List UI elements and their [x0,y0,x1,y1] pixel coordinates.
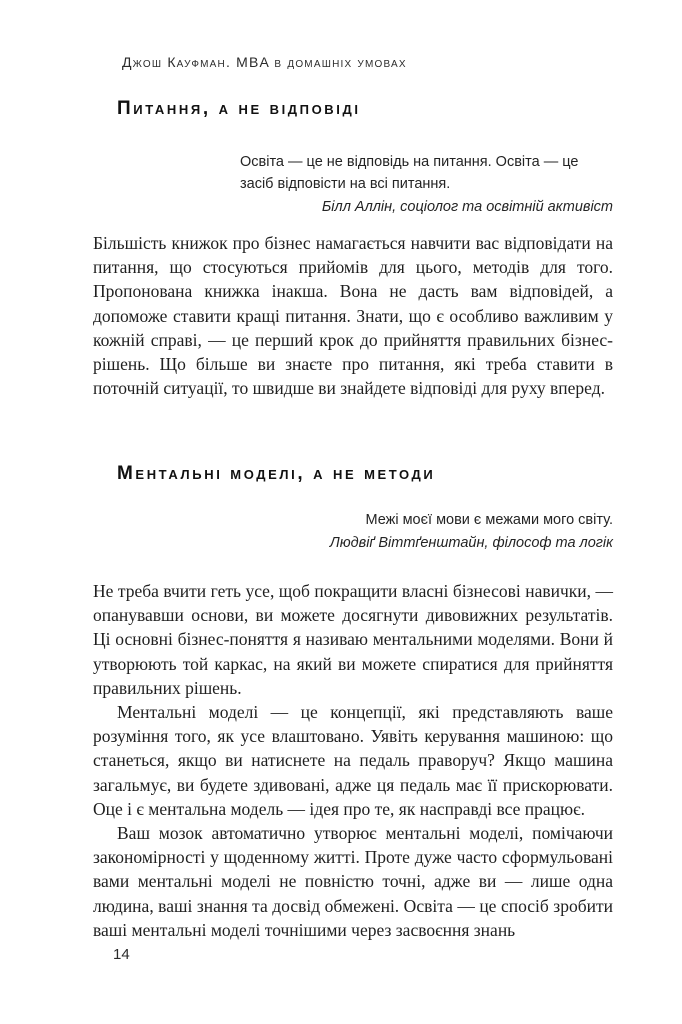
paragraph: Більшість книжок про бізнес намагається навчити вас відповідати на питання, що стосуються прийомів для цього, методів для того. Пропонована книжка інакша. Вона не дасть вам відповідей, а допоможе ставити кращі питання. Знати, що є особливо важливим у кожній справі, — це перший крок до прийняття правильних бізнес-рішень. Що більше ви знаєте про питання, які треба ставити в поточній ситуації, то швидше ви знайдете відповіді для руху вперед. [93,233,613,399]
body-text-mental-models [93,579,613,942]
paragraph: Ментальні моделі — це концепції, які представляють ваше розуміння того, як усе влаштовано. Уявіть керування машиною: що станеться, якщо ви натиснете на педаль праворуч? Якщо машина загальмує, ви будете здивовані, адже ця педаль має її прискорювати. Оце і є ментальна модель — ідея про те, як насправді все працює. [93,702,613,819]
epigraph-attribution: Білл Аллін, соціолог та освітній активіст [321,199,613,215]
page-number: 14 [113,946,130,963]
body-text-questions [93,231,613,400]
epigraph-quote: Межі моєї мови є межами мого світу. [365,512,613,528]
section-heading-mental-models: Ментальні моделі, а не методи [117,463,436,484]
paragraph: Не треба вчити геть усе, щоб покращити власні бізнесові навички, — опанувавши основи, ви можете досягнути дивовижних результатів. Ці основні бізнес-поняття я називаю ментальними моделями. Вони й утворюють той каркас, на який ви можете спиратися для прийняття правильних рішень. [93,581,613,698]
running-header: Джош Кауфман. MBA в домашніх умовах [122,54,407,70]
section-heading-questions: Питання, а не відповіді [117,98,361,119]
paragraph: Ваш мозок автоматично утворює ментальні моделі, помічаючи закономірності у щоденному житті. Проте дуже часто сформульовані вами ментальні моделі не повністю точні, адже ви — лише одна людина, ваші знання та досвід обмежені. Освіта — це спосіб зробити ваші ментальні моделі точнішими через засвоєння знань [93,823,613,940]
epigraph-attribution: Людвіґ Віттґенштайн, філософ та логік [329,535,613,551]
epigraph-questions [240,151,613,218]
epigraph-mental-models [240,509,613,554]
epigraph-quote: Освіта — це не відповідь на питання. Освіта — це засіб відповісти на всі питання. [240,154,579,192]
